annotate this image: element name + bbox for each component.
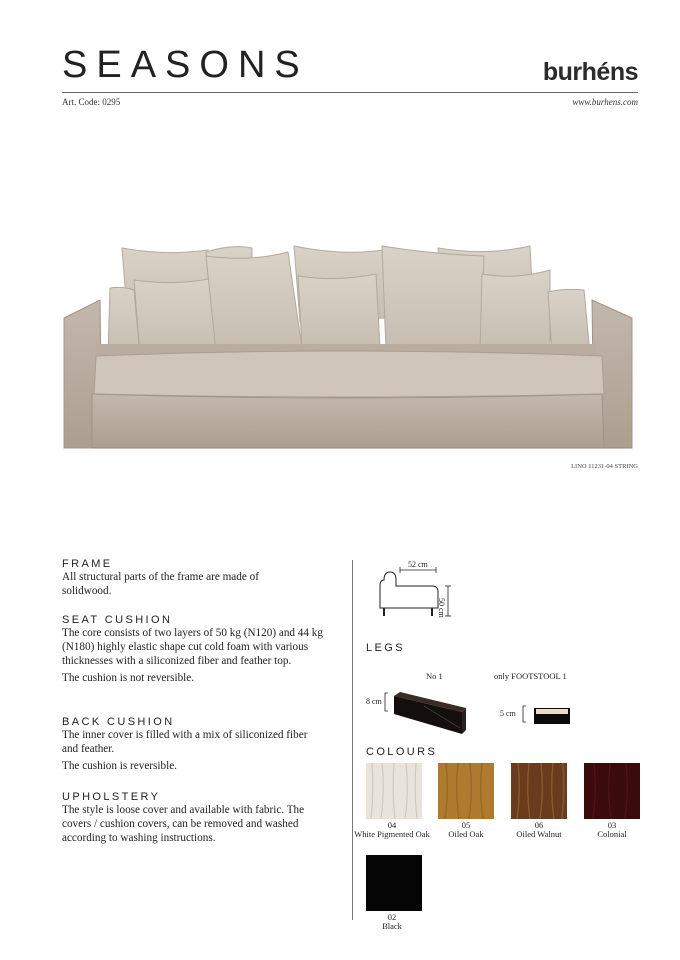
colours-heading: COLOURS xyxy=(366,746,438,758)
footstool-leg-height-label: 5 cm xyxy=(500,709,516,718)
seat-cushion-note: The cushion is not reversible. xyxy=(62,672,195,684)
colour-code-04: 04 xyxy=(387,820,397,830)
leg-height-label: 8 cm xyxy=(366,697,382,706)
article-code: Art. Code: 0295 xyxy=(62,97,121,107)
header-divider xyxy=(62,92,638,93)
back-cushion-text: The inner cover is filled with a mix of siliconized fiber and feather. xyxy=(62,729,308,755)
seat-cushion-section xyxy=(62,614,344,685)
product-title: SEASONS xyxy=(62,44,309,86)
colour-name-oiled-oak: Oiled Oak xyxy=(448,829,484,839)
footstool-leg-label: only FOOTSTOOL 1 xyxy=(494,671,567,681)
back-cushion-heading: BACK CUSHION xyxy=(62,716,175,728)
upholstery-section xyxy=(62,791,344,845)
back-cushion-section xyxy=(62,716,344,773)
frame-heading: FRAME xyxy=(62,558,113,570)
website-url: www.burhens.com xyxy=(572,97,638,107)
frame-section xyxy=(62,558,344,598)
colour-code-06: 06 xyxy=(534,820,544,830)
leg-no1-image xyxy=(384,690,468,740)
upholstery-text: The style is loose cover and available with fabric. The covers / cushion covers, can be removed and washed according to washing instructions. xyxy=(62,804,305,844)
depth-dimension-label: 52 cm xyxy=(408,560,428,569)
colour-swatch-oiled-walnut xyxy=(511,763,567,824)
colour-name-oiled-walnut: Oiled Walnut xyxy=(516,829,562,839)
colour-name-black: Black xyxy=(382,921,402,931)
height-dimension-label: 50 cm xyxy=(437,598,446,618)
upholstery-heading: UPHOLSTERY xyxy=(62,791,161,803)
colour-code-05: 05 xyxy=(461,820,471,830)
leg-no1-label: No 1 xyxy=(426,671,443,681)
seat-cushion-text: The core consists of two layers of 50 kg (N120) and 44 kg (N180) highly elastic shape cut cold foam with various thicknesses with a siliconized fiber and feather top. xyxy=(62,627,323,667)
colour-swatch-colonial xyxy=(584,763,640,824)
footstool-leg-image xyxy=(522,702,574,726)
colour-swatch-oiled-oak xyxy=(438,763,494,824)
colour-name-white-pigmented-oak: White Pigmented Oak xyxy=(354,829,430,839)
fabric-caption: LINO 11231-04 STRING xyxy=(571,463,638,470)
colour-code-02: 02 xyxy=(387,912,397,922)
back-cushion-note: The cushion is reversible. xyxy=(62,760,177,772)
colour-code-03: 03 xyxy=(607,820,617,830)
colour-name-colonial: Colonial xyxy=(597,829,627,839)
sofa-product-image xyxy=(56,234,640,456)
brand-logo: burhéns xyxy=(542,58,638,86)
seat-cushion-heading: SEAT CUSHION xyxy=(62,614,173,626)
column-divider xyxy=(352,560,353,920)
colour-swatch-black xyxy=(366,855,422,916)
frame-text: All structural parts of the frame are made of solidwood. xyxy=(62,571,259,597)
colour-swatch-white-pigmented-oak xyxy=(366,763,422,824)
legs-heading: LEGS xyxy=(366,642,405,654)
